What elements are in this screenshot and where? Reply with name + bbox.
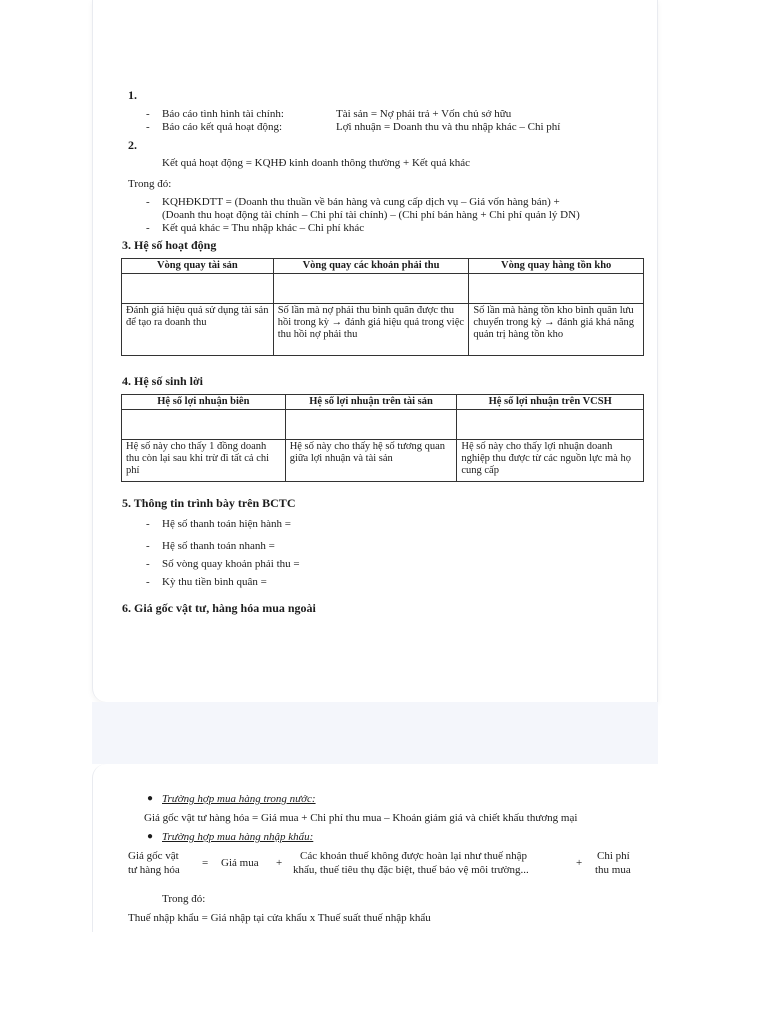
table-cell: Hệ số này cho thấy lợi nhuận doanh nghiệp thu được từ các nguồn lực mà họ cung cấp bbox=[457, 440, 644, 482]
section5-item: Kỳ thu tiền bình quân = bbox=[162, 576, 267, 588]
section1-item2-formula: Lợi nhuận = Doanh thu và thu nhập khác – Chi phí bbox=[336, 121, 561, 133]
section2-number: 2. bbox=[128, 138, 137, 152]
formula-tax-line1: Các khoản thuế không được hoàn lại như thuế nhập bbox=[300, 850, 527, 862]
formula-plus: + bbox=[276, 857, 283, 869]
table-cell: Số lần mà nợ phải thu bình quân được thu hồi trong kỳ → đánh giá hiệu quả trong việc thu hồi nợ phải thu bbox=[273, 304, 469, 356]
table-cell-empty bbox=[469, 274, 644, 304]
table-header: Vòng quay các khoản phải thu bbox=[273, 259, 469, 274]
case2-heading: Trường hợp mua hàng nhập khẩu: bbox=[162, 831, 314, 843]
dash-marker: - bbox=[146, 540, 150, 552]
formula-tax-line2: khẩu, thuế tiêu thụ đặc biệt, thuế bảo vệ môi trường... bbox=[293, 864, 529, 876]
import-tax-formula: Thuế nhập khẩu = Giá nhập tại cửa khẩu x Thuế suất thuế nhập khẩu bbox=[128, 912, 431, 924]
case1-heading: Trường hợp mua hàng trong nước: bbox=[162, 793, 316, 805]
table-header: Hệ số lợi nhuận trên VCSH bbox=[457, 395, 644, 410]
table-cell-empty bbox=[285, 410, 457, 440]
formula-cost-line2: thu mua bbox=[595, 864, 631, 876]
dash-marker: - bbox=[146, 576, 150, 588]
dash-marker: - bbox=[146, 121, 150, 133]
activity-ratio-table bbox=[121, 258, 644, 356]
formula-left-line1: Giá gốc vật bbox=[128, 850, 179, 862]
dash-marker: - bbox=[146, 196, 150, 208]
table-cell: Số lần mà hàng tồn kho bình quân lưu chuyển trong kỳ → đánh giá khả năng quản trị hàng tồn kho bbox=[469, 304, 644, 356]
table-cell: Hệ số này cho thấy hệ số tương quan giữa lợi nhuận và tài sản bbox=[285, 440, 457, 482]
page-gap bbox=[92, 702, 658, 764]
table-cell-empty bbox=[457, 410, 644, 440]
bullet-marker: ● bbox=[147, 831, 154, 842]
section2-where: Trong đó: bbox=[128, 178, 172, 190]
section1-item1-label: Báo cáo tình hình tài chính: bbox=[162, 108, 284, 120]
section1-item1-formula: Tài sản = Nợ phải trả + Vốn chủ sở hữu bbox=[336, 108, 512, 120]
dash-marker: - bbox=[146, 558, 150, 570]
profitability-ratio-table bbox=[121, 394, 644, 482]
dash-marker: - bbox=[146, 518, 150, 530]
section5-title: 5. Thông tin trình bày trên BCTC bbox=[122, 496, 296, 510]
table-cell: Hệ số này cho thấy 1 đồng doanh thu còn lại sau khi trừ đi tất cả chi phí bbox=[122, 440, 286, 482]
dash-marker: - bbox=[146, 222, 150, 234]
table-header: Vòng quay tài sản bbox=[122, 259, 274, 274]
section2-item1-line1: KQHĐKDTT = (Doanh thu thuần về bán hàng và cung cấp dịch vụ – Giá vốn hàng bán) + bbox=[162, 196, 560, 208]
section5-item: Số vòng quay khoản phải thu = bbox=[162, 558, 300, 570]
section1-item2-label: Báo cáo kết quả hoạt động: bbox=[162, 121, 283, 133]
section5-item: Hệ số thanh toán hiện hành = bbox=[162, 518, 292, 530]
formula-buy-price: Giá mua bbox=[221, 857, 259, 869]
document-page-2 bbox=[92, 764, 658, 932]
table-cell-empty bbox=[122, 410, 286, 440]
formula-left-line2: tư hàng hóa bbox=[128, 864, 180, 876]
section1-number: 1. bbox=[128, 88, 137, 102]
section6-title: 6. Giá gốc vật tư, hàng hóa mua ngoài bbox=[122, 601, 316, 615]
section3-title: 3. Hệ số hoạt động bbox=[122, 238, 217, 252]
table-header: Hệ số lợi nhuận trên tài sản bbox=[285, 395, 457, 410]
section2-item2: Kết quả khác = Thu nhập khác – Chi phí khác bbox=[162, 222, 365, 234]
dash-marker: - bbox=[146, 108, 150, 120]
bullet-marker: ● bbox=[147, 793, 154, 804]
formula-cost-line1: Chi phí bbox=[597, 850, 630, 862]
table-header: Vòng quay hàng tồn kho bbox=[469, 259, 644, 274]
section4-title: 4. Hệ số sinh lời bbox=[122, 374, 203, 388]
section6-where: Trong đó: bbox=[162, 893, 206, 905]
table-cell: Đánh giá hiệu quả sử dụng tài sản để tạo ra doanh thu bbox=[122, 304, 274, 356]
section5-item: Hệ số thanh toán nhanh = bbox=[162, 540, 275, 552]
table-cell-empty bbox=[122, 274, 274, 304]
table-header: Hệ số lợi nhuận biên bbox=[122, 395, 286, 410]
table-cell-empty bbox=[273, 274, 469, 304]
formula-equals: = bbox=[202, 857, 209, 869]
section2-item1-line2: (Doanh thu hoạt động tài chính – Chi phí tài chính) – (Chi phí bán hàng + Chi phí quản lý DN) bbox=[162, 209, 580, 221]
formula-plus: + bbox=[576, 857, 583, 869]
case1-formula: Giá gốc vật tư hàng hóa = Giá mua + Chi phí thu mua – Khoản giảm giá và chiết khấu thương mại bbox=[144, 812, 578, 824]
section2-formula: Kết quả hoạt động = KQHĐ kinh doanh thông thường + Kết quả khác bbox=[162, 157, 470, 169]
